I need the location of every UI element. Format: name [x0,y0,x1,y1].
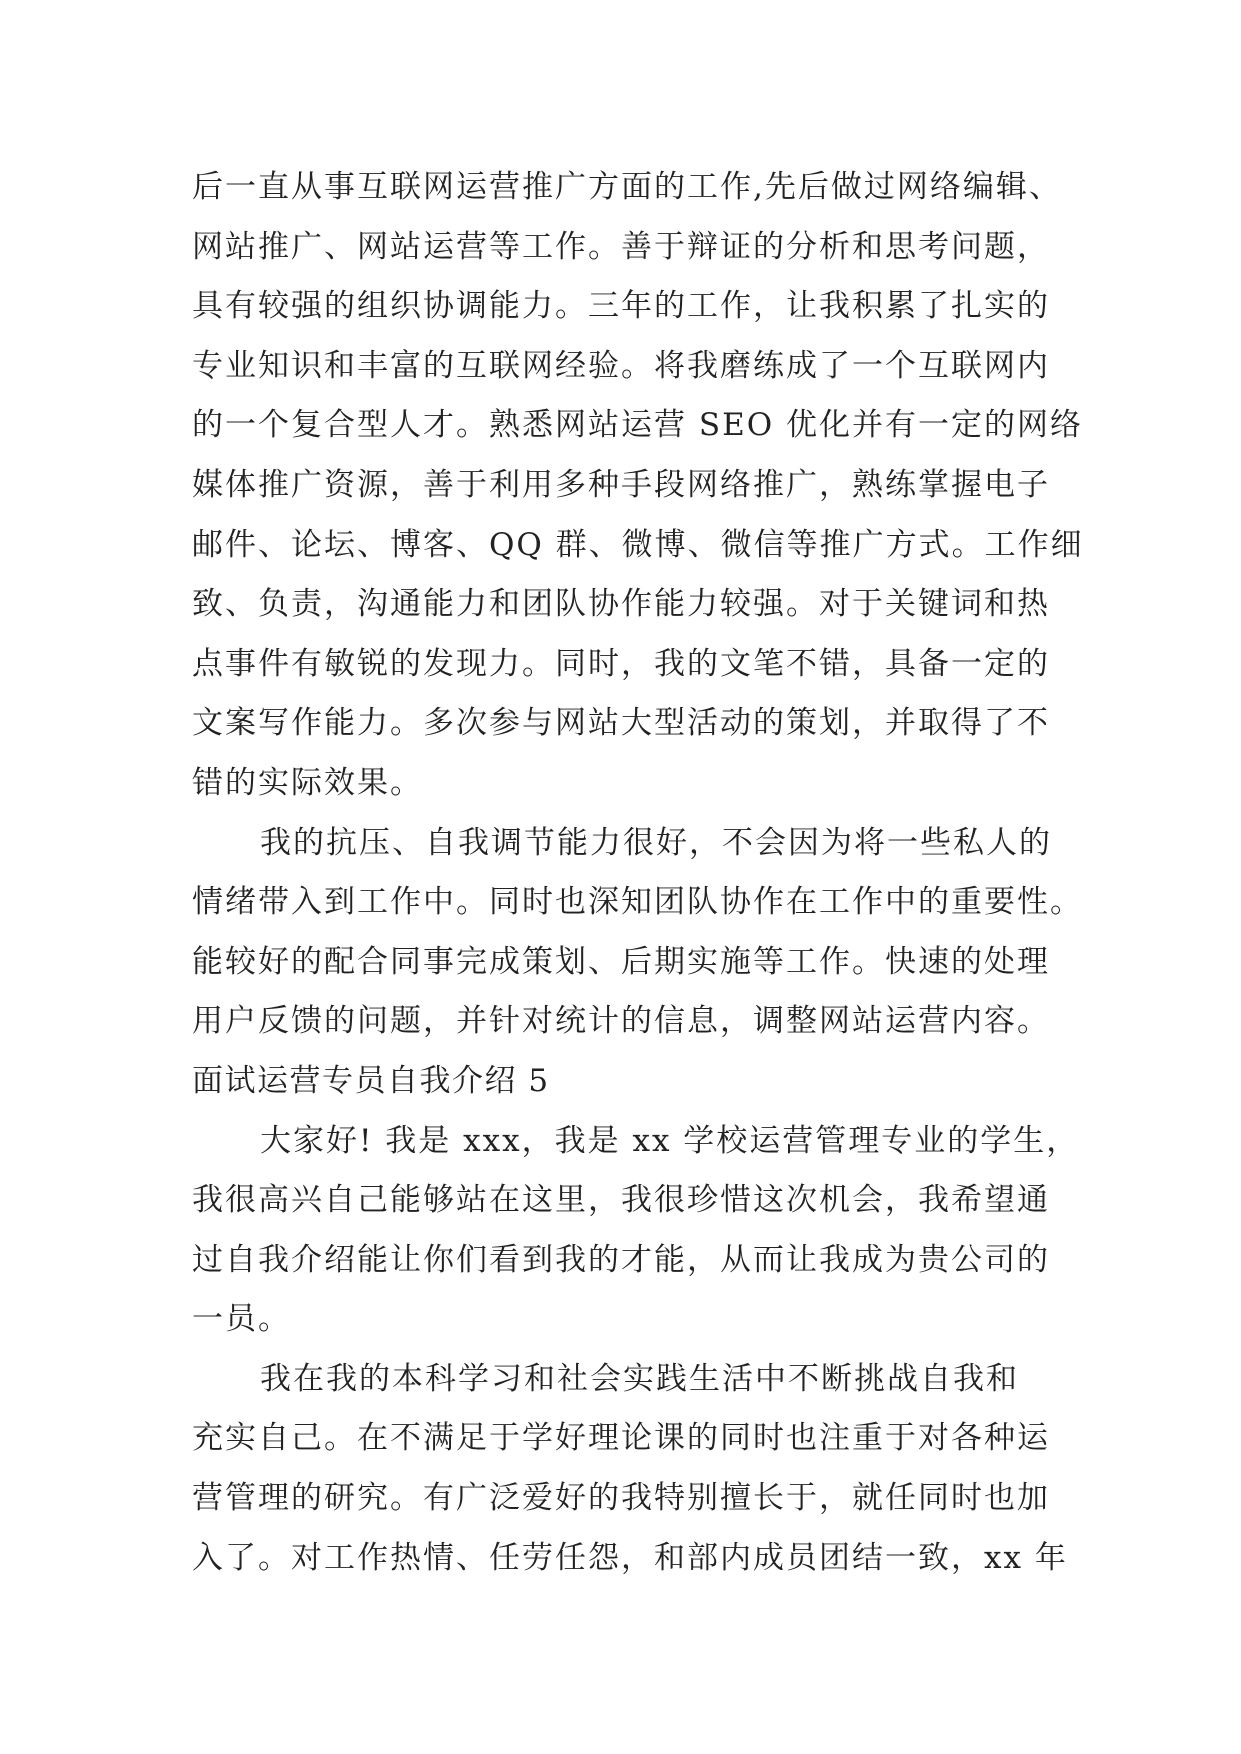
paragraph-line: 一员。 [192,1301,291,1338]
paragraph-line: 具有较强的组织协调能力。三年的工作，让我积累了扎实的 [192,288,1050,325]
paragraph-line: 文案写作能力。多次参与网站大型活动的策划，并取得了不 [192,705,1050,742]
paragraph-line: 我的抗压、自我调节能力很好，不会因为将一些私人的 [260,824,1052,861]
paragraph-line: 营管理的研究。有广泛爱好的我特别擅长于，就任同时也加 [192,1480,1050,1517]
section-heading: 面试运营专员自我介绍 5 [192,1062,550,1099]
paragraph-line: 点事件有敏锐的发现力。同时，我的文笔不错，具备一定的 [192,645,1050,682]
paragraph-line: 专业知识和丰富的互联网经验。将我磨练成了一个互联网内 [192,347,1050,384]
paragraph-line: 入了。对工作热情、任劳任怨，和部内成员团结一致，xx 年 [192,1539,1068,1576]
paragraph-2 [192,814,1092,1052]
paragraph-4 [192,1350,1092,1588]
paragraph-3 [192,1112,1092,1350]
paragraph-line: 大家好! 我是 xxx，我是 xx 学校运营管理专业的学生， [260,1122,1080,1159]
paragraph-line: 的一个复合型人才。熟悉网站运营 SEO 优化并有一定的网络 [192,407,1083,444]
paragraph-1 [192,158,1092,814]
paragraph-line: 充实自己。在不满足于学好理论课的同时也注重于对各种运 [192,1420,1050,1457]
paragraph-line: 后一直从事互联网运营推广方面的工作,先后做过网络编辑、 [192,169,1062,205]
paragraph-line: 邮件、论坛、博客、QQ 群、微博、微信等推广方式。工作细 [192,526,1084,563]
paragraph-line: 网站推广、网站运营等工作。善于辩证的分析和思考问题， [192,228,1050,265]
paragraph-line: 过自我介绍能让你们看到我的才能，从而让我成为贵公司的 [192,1241,1050,1278]
paragraph-line: 能较好的配合同事完成策划、后期实施等工作。快速的处理 [192,943,1050,980]
document-body [192,158,1092,1588]
paragraph-line: 致、负责，沟通能力和团队协作能力较强。对于关键词和热 [192,586,1050,623]
paragraph-line: 用户反馈的问题，并针对统计的信息，调整网站运营内容。 [192,1003,1050,1040]
paragraph-line: 错的实际效果。 [192,764,423,801]
paragraph-line: 情绪带入到工作中。同时也深知团队协作在工作中的重要性。 [192,884,1083,921]
paragraph-line: 媒体推广资源，善于利用多种手段网络推广，熟练掌握电子 [192,466,1050,503]
paragraph-line: 我很高兴自己能够站在这里，我很珍惜这次机会，我希望通 [192,1182,1050,1219]
paragraph-line: 我在我的本科学习和社会实践生活中不断挑战自我和 [260,1360,1019,1397]
